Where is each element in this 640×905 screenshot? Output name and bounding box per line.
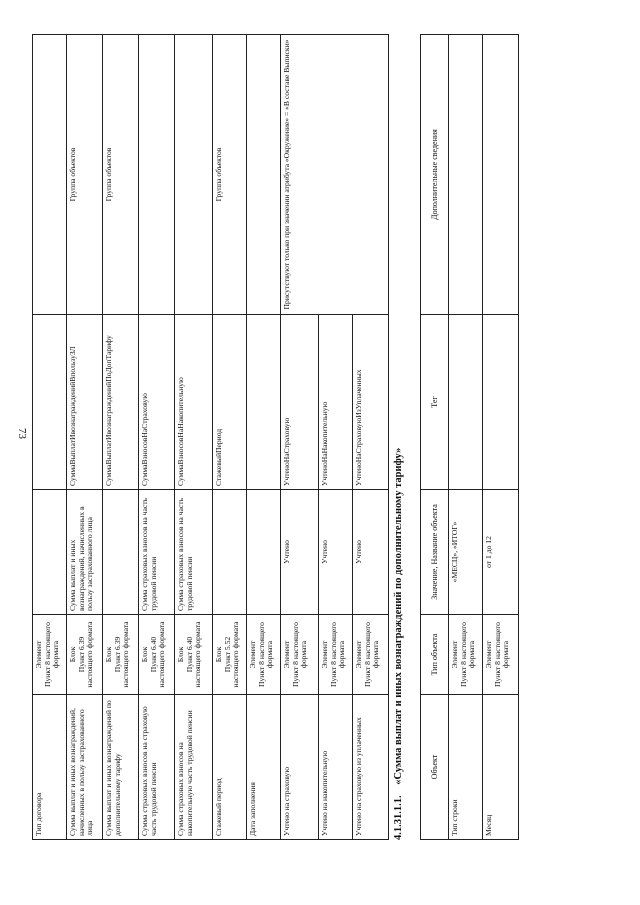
value-cell: Сумма выплат и иных вознаграждений, начисленных в пользу застрахованного лица	[67, 490, 103, 615]
table-row	[175, 35, 213, 840]
tag-cell	[247, 315, 281, 490]
info-cell	[247, 35, 281, 315]
info-cell: Группа объектов	[213, 35, 247, 315]
value-cell	[247, 490, 281, 615]
value-cell: Учтено	[319, 490, 353, 615]
rotated-page	[0, 35, 511, 870]
type-cell: Блок Пункт 5.52 настоящего формата	[213, 615, 247, 695]
column-header: Дополнительные сведения	[421, 35, 449, 315]
object-cell: Тип договора	[33, 695, 67, 840]
type-cell: Блок Пункт 6.40 настоящего формата	[139, 615, 175, 695]
tag-cell: УчтеноНаНакопительную	[319, 315, 353, 490]
type-cell: Блок Пункт 6.39 настоящего формата	[103, 615, 139, 695]
value-cell	[33, 490, 67, 615]
section-heading	[393, 448, 404, 840]
object-cell: Учтено на страховую из уплаченных	[353, 695, 389, 840]
object-cell: Учтено на страховую	[281, 695, 319, 840]
type-cell: Блок Пункт 6.39 настоящего формата	[67, 615, 103, 695]
type-cell: Элемент Пункт 8 настоящего формата	[353, 615, 389, 695]
tag-cell: УчтеноНаСтраховую	[281, 315, 319, 490]
value-cell: от 1 до 12	[483, 490, 519, 615]
tag-cell	[449, 315, 483, 490]
column-header: Значение, Название объекта	[421, 490, 449, 615]
info-cell	[449, 35, 483, 315]
object-cell: Стажевый период	[213, 695, 247, 840]
tag-cell: СуммаВзносовНаСтраховую	[139, 315, 175, 490]
table-row	[103, 35, 139, 840]
info-cell	[33, 35, 67, 315]
value-cell: «МЕСЦ», «ИТОГ»	[449, 490, 483, 615]
type-cell: Элемент Пункт 8 настоящего формата	[281, 615, 319, 695]
tag-cell	[33, 315, 67, 490]
table-row	[247, 35, 281, 840]
value-cell: Сумма страховых взносов на часть трудовой пенсии	[139, 490, 175, 615]
info-cell	[175, 35, 213, 315]
tag-cell: СуммаВыплатИвознагражденийВпользуЗЛ	[67, 315, 103, 490]
column-header: Тип объекта	[421, 615, 449, 695]
info-cell: Группа объектов	[67, 35, 103, 315]
info-cell: Присутствуют только при значении атрибута «Окружение» = «В составе Выписки»	[281, 35, 389, 315]
type-cell: Элемент Пункт 8 настоящего формата	[319, 615, 353, 695]
table-row	[139, 35, 175, 840]
table-header-row	[421, 35, 449, 840]
type-cell: Элемент Пункт 8 настоящего формата	[449, 615, 483, 695]
tag-cell	[483, 315, 519, 490]
table-row	[67, 35, 103, 840]
info-cell: Группа объектов	[103, 35, 139, 315]
table-row	[483, 35, 519, 840]
type-cell: Элемент Пункт 8 настоящего формата	[33, 615, 67, 695]
type-cell: Блок Пункт 6.40 настоящего формата	[175, 615, 213, 695]
value-cell	[213, 490, 247, 615]
tag-cell: УчтеноНаСтраховуюИзУплаченных	[353, 315, 389, 490]
value-cell	[103, 490, 139, 615]
table-row	[281, 35, 319, 840]
table-row	[213, 35, 247, 840]
section-number: 4.1.31.1.1.	[393, 795, 404, 840]
page-number: 73	[16, 428, 28, 439]
column-header: Объект	[421, 695, 449, 840]
tag-cell: СуммаВзносовНаНакопительную	[175, 315, 213, 490]
value-cell: Учтено	[281, 490, 319, 615]
value-cell: Учтено	[353, 490, 389, 615]
objects-table	[32, 34, 389, 840]
tariff-table	[420, 34, 519, 840]
type-cell: Элемент Пункт 8 настоящего формата	[247, 615, 281, 695]
info-cell	[139, 35, 175, 315]
table-row	[449, 35, 483, 840]
tag-cell: СтажевыйПериод	[213, 315, 247, 490]
column-header: Тег	[421, 315, 449, 490]
info-cell	[483, 35, 519, 315]
object-cell: Учтено на накопительную	[319, 695, 353, 840]
value-cell: Сумма страховых взносов на часть трудовой пенсии	[175, 490, 213, 615]
object-cell: Тип строки	[449, 695, 483, 840]
object-cell: Сумма выплат и иных вознаграждений по дополнительному тарифу	[103, 695, 139, 840]
object-cell: Сумма страховых взносов на накопительную часть трудовой пенсии	[175, 695, 213, 840]
object-cell: Дата заполнения	[247, 695, 281, 840]
object-cell: Сумма выплат и иных вознаграждений, начисленных в пользу застрахованного лица	[67, 695, 103, 840]
section-title: «Сумма выплат и иных вознаграждений по дополнительному тарифу»	[393, 447, 404, 785]
tag-cell: СуммаВыплатИвознагражденийПоДопТарифу	[103, 315, 139, 490]
type-cell: Элемент Пункт 8 настоящего формата	[483, 615, 519, 695]
object-cell: Месяц	[483, 695, 519, 840]
object-cell: Сумма страховых взносов на страховую часть трудовой пенсии	[139, 695, 175, 840]
table-row	[33, 35, 67, 840]
